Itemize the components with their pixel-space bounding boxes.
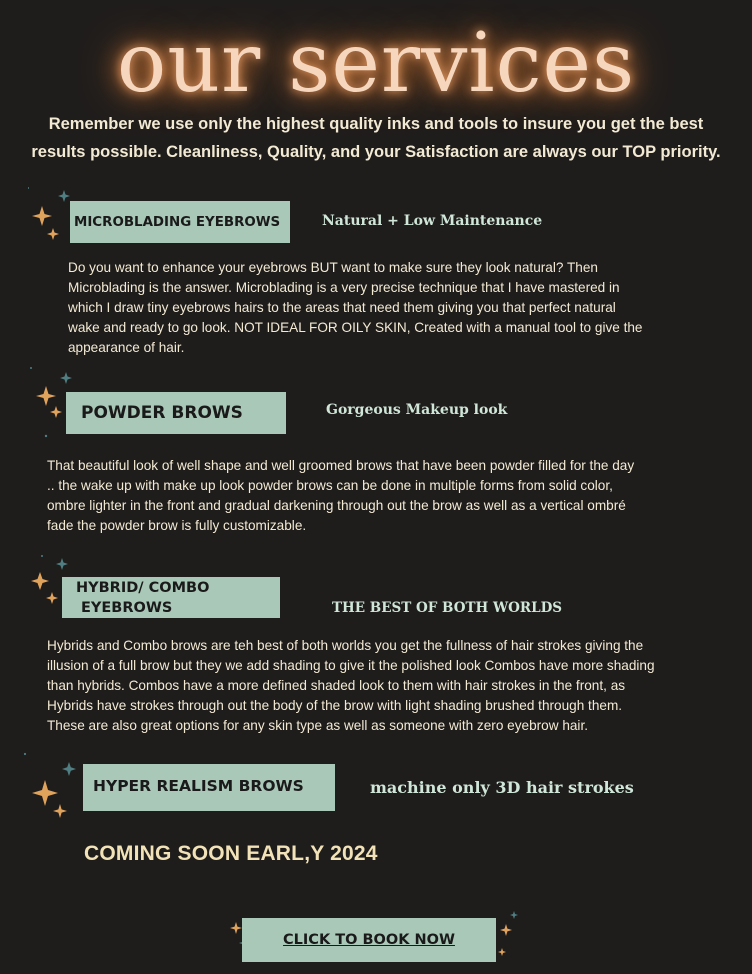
coming-soon-note: COMING SOON EARL,Y 2024	[84, 842, 378, 865]
description-line: ombre lighter in the front and gradual darkening through out the brow as well as a vertical ombré	[47, 498, 626, 513]
service-tag-microblading	[70, 201, 290, 243]
service-description	[47, 636, 747, 736]
description-line: Hybrids have strokes through out the body of the brow with light shading brushed through them.	[47, 698, 623, 713]
service-description	[47, 456, 747, 536]
page-title: our services	[116, 16, 636, 111]
description-line: Hybrids and Combo brows are teh best of both worlds you get the fullness of hair strokes giving the	[47, 638, 644, 653]
service-name: EYEBROWS	[81, 600, 173, 616]
service-tag-hyper-realism	[83, 764, 335, 811]
service-subtitle: Natural + Low Maintenance	[322, 213, 543, 229]
description-line: Do you want to enhance your eyebrows BUT want to make sure they look natural? Then	[68, 260, 598, 275]
description-line: fade the powder brow is fully customizable.	[47, 518, 307, 533]
service-name: MICROBLADING EYEBROWS	[74, 214, 281, 230]
service-description	[68, 258, 748, 358]
description-line: .. the wake up with make up look powder brows can be done in multiple forms from solid color,	[47, 478, 613, 493]
book-now-button[interactable]: CLICK TO BOOK NOW	[242, 918, 496, 962]
intro-text	[10, 110, 742, 166]
sparkle-cluster-icon	[20, 748, 80, 824]
service-name: POWDER BROWS	[81, 403, 243, 423]
description-line: That beautiful look of well shape and well groomed brows that have been powder filled for the day	[47, 458, 635, 473]
description-line: appearance of hair.	[68, 340, 185, 355]
description-line: Microblading is the answer. Microblading is a very precise technique that I have mastered in	[68, 280, 620, 295]
service-subtitle: Gorgeous Makeup look	[326, 402, 508, 418]
description-line: illusion of a full brow but they we add shading to give it the polished look Combos have more shading	[47, 658, 655, 673]
service-subtitle: THE BEST OF BOTH WORLDS	[332, 600, 563, 616]
service-tag-powder-brows	[66, 392, 286, 434]
intro-line: results possible. Cleanliness, Quality, and your Satisfaction are always our TOP priority.	[31, 143, 721, 161]
description-line: These are also great options for any skin type as well as someone with zero eyebrow hair.	[47, 718, 589, 733]
description-line: than hybrids. Combos have a more defined shaded look to them with hair strokes in the front, as	[47, 678, 626, 693]
description-line: wake and ready to go look. NOT IDEAL FOR OILY SKIN, Created with a manual tool to give the	[68, 320, 643, 335]
service-subtitle: machine only 3D hair strokes	[370, 778, 634, 797]
description-line: which I draw tiny eyebrows hairs to the areas that need them giving you that perfect natural	[68, 300, 616, 315]
service-name: HYBRID/ COMBO	[76, 580, 210, 596]
intro-line: Remember we use only the highest quality inks and tools to insure you get the best	[48, 115, 704, 133]
service-name: HYPER REALISM BROWS	[93, 776, 304, 795]
service-tag-hybrid-combo	[62, 577, 280, 618]
